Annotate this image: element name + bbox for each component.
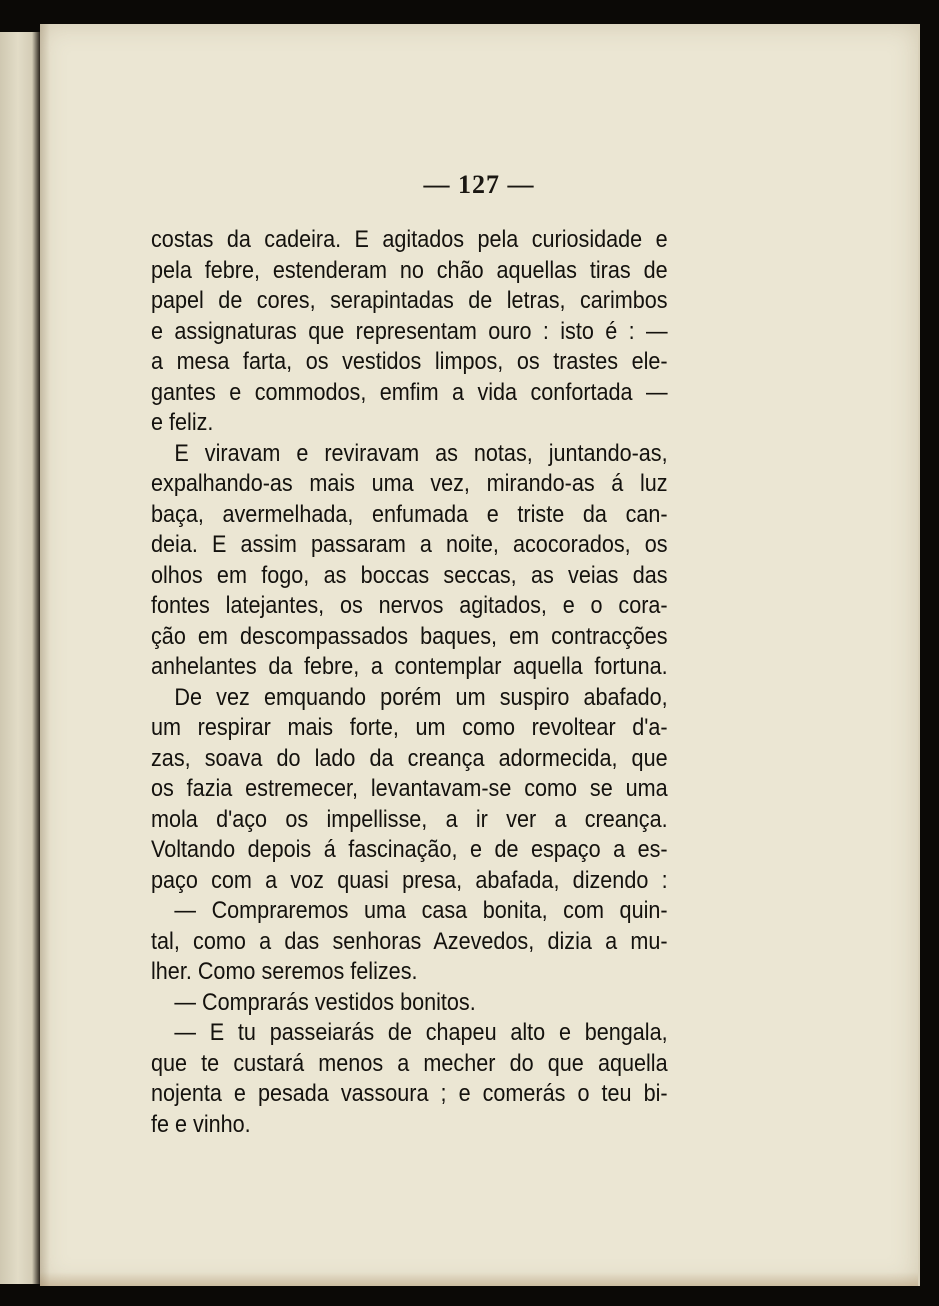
text-line: os fazia estremecer, levantavam-se como se uma [151,775,668,802]
text-line: paço com a voz quasi presa, abafada, dizendo : [151,866,668,894]
text-line: tal, como a das senhoras Azevedos, dizia a mu- [151,927,668,955]
text-line: — Comprarás vestidos bonitos. [174,988,476,1016]
text-line: um respirar mais forte, um como revoltear d'a- [151,714,668,741]
text-line: fontes latejantes, os nervos agitados, e o cora- [151,592,668,619]
text-line: a mesa farta, os vestidos limpos, os trastes ele- [151,348,668,375]
text-line: baça, avermelhada, enfumada e triste da can- [151,500,668,528]
text-line: e feliz. [151,409,214,436]
text-line: pela febre, estenderam no chão aquellas tiras de [151,256,668,284]
text-line: anhelantes da febre, a contemplar aquella fortuna. [151,653,668,680]
text-line: e assignaturas que representam ouro : isto é : — [151,317,668,345]
text-line: — E tu passeiarás de chapeu alto e bengala, [174,1019,668,1046]
text-line: — Compraremos uma casa bonita, com quin- [174,897,668,924]
text-line: costas da cadeira. E agitados pela curiosidade e [151,226,668,253]
book-page [40,24,920,1286]
text-line: fe e vinho. [151,1110,251,1138]
text-line: lher. Como seremos felizes. [151,958,418,985]
text-line: expalhando-as mais uma vez, mirando-as á luz [151,470,668,497]
text-line: ção em descompassados baques, em contracções [151,622,668,650]
text-line: Voltando depois á fascinação, e de espaço a es- [151,836,668,863]
text-line: zas, soava do lado da creança adormecida, que [151,744,668,772]
text-line: mola d'aço os impellisse, a ir ver a creança. [151,805,668,833]
page-number: — 127 — [423,170,535,199]
text-line: olhos em fogo, as boccas seccas, as veias das [151,561,668,589]
text-line: nojenta e pesada vassoura ; e comerás o teu bi- [151,1080,668,1107]
text-line: papel de cores, serapintadas de letras, carimbos [151,287,668,314]
text-line: deia. E assim passaram a noite, acocorados, os [151,531,668,558]
text-line: que te custará menos a mecher do que aquella [151,1049,668,1077]
text-line: gantes e commodos, emfim a vida confortada — [151,378,668,406]
text-line: De vez emquando porém um suspiro abafado, [174,683,668,711]
previous-page-edge [0,32,40,1284]
text-line: E viravam e reviravam as notas, juntando-as, [174,439,668,467]
body-text [151,225,668,1140]
